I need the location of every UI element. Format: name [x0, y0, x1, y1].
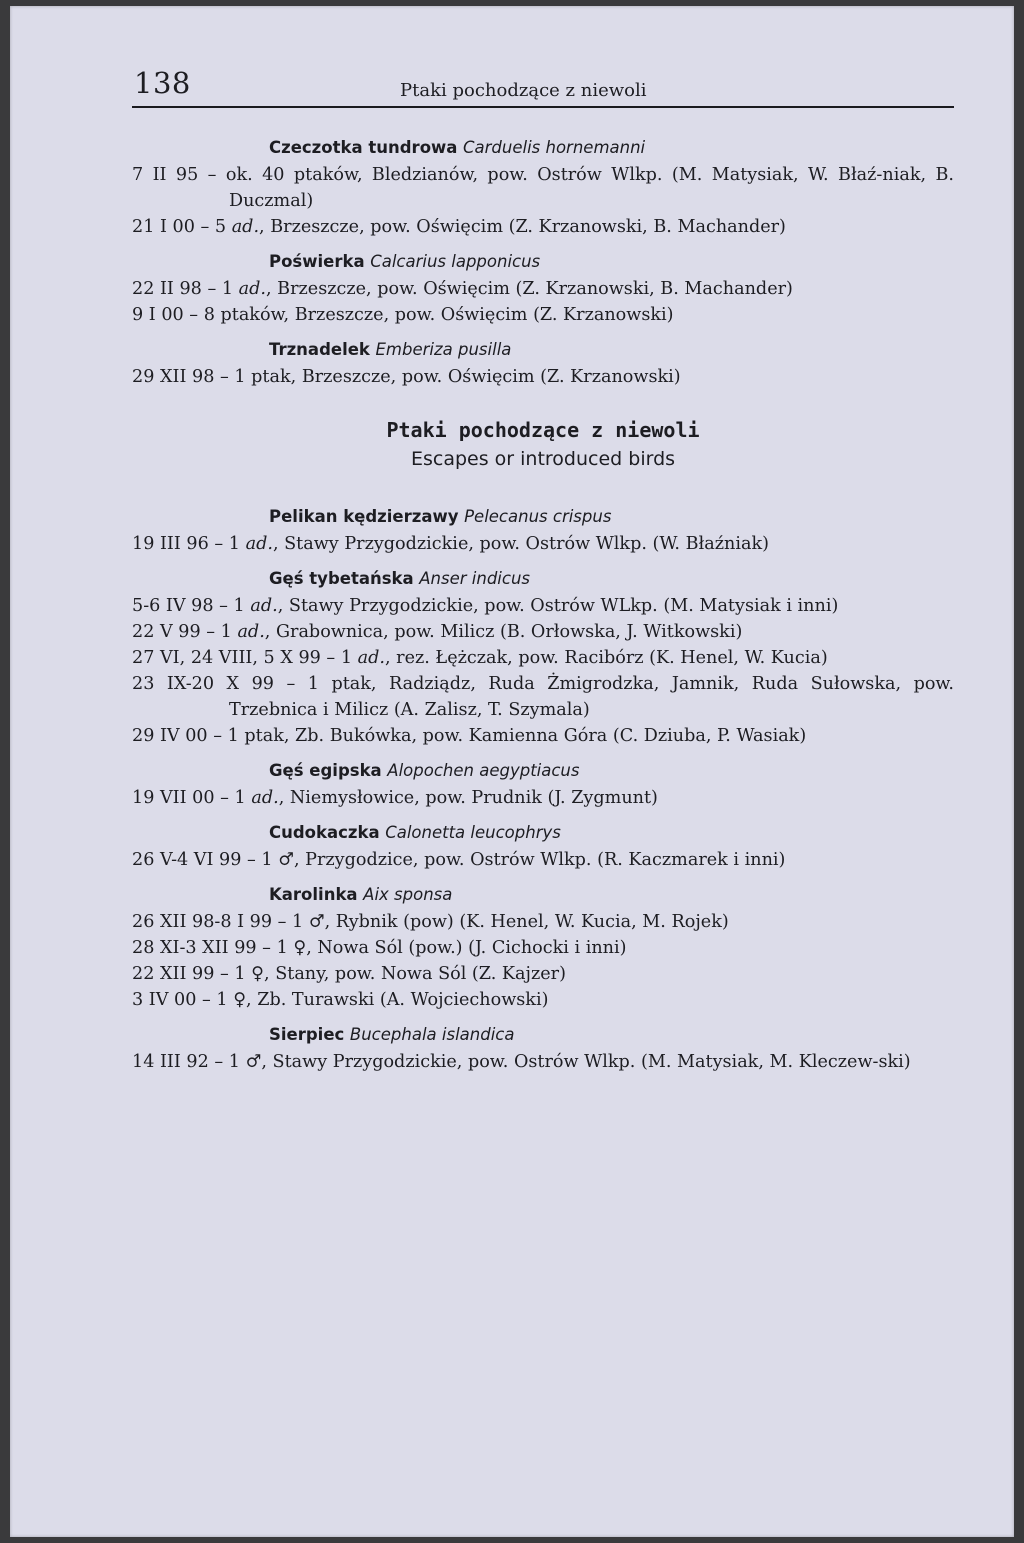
observation-record [132, 785, 954, 811]
species-heading [269, 565, 954, 593]
species-latin-name: Calcarius lapponicus [370, 252, 541, 271]
species-common-name: Karolinka [269, 885, 358, 904]
species-common-name: Gęś egipska [269, 761, 382, 780]
species-heading [269, 336, 954, 364]
species-latin-name: Pelecanus crispus [464, 507, 612, 526]
record-pre: 29 IV 00 – 1 ptak, Zb. Bukówka, pow. Kamienna Góra (C. Dziuba, P. Wasiak) [132, 726, 807, 746]
species-latin-name: Alopochen aegyptiacus [387, 761, 580, 780]
observation-record [132, 214, 954, 240]
species-heading [269, 248, 954, 276]
observation-record [132, 987, 954, 1013]
record-ital: ad. [245, 534, 273, 554]
species-common-name: Trznadelek [269, 340, 370, 359]
record-pre: 23 IX-20 X 99 – 1 ptak, Radziądz, Ruda Żmigrodzka, Jamnik, Ruda Sułowska, pow. Trzebnica i Milicz (A. Zalisz, T. Szymala) [132, 674, 954, 720]
species-latin-name: Aix sponsa [363, 885, 453, 904]
species-heading [269, 757, 954, 785]
species-common-name: Pelikan kędzierzawy [269, 507, 459, 526]
page-header [132, 64, 954, 108]
record-pre: 14 III 92 – 1 ♂, Stawy Przygodzickie, pow. Ostrów Wlkp. (M. Matysiak, M. Kleczew-ski) [132, 1052, 911, 1072]
record-ital: ad. [237, 622, 265, 642]
species-common-name: Sierpiec [269, 1025, 345, 1044]
record-ital: ad. [250, 596, 278, 616]
running-title: Ptaki pochodzące z niewoli [400, 80, 647, 101]
record-pre: 29 XII 98 – 1 ptak, Brzeszcze, pow. Oświęcim (Z. Krzanowski) [132, 367, 681, 387]
observation-record [132, 961, 954, 987]
record-pre: 3 IV 00 – 1 ♀, Zb. Turawski (A. Wojciechowski) [132, 990, 549, 1010]
record-post: , Brzeszcze, pow. Oświęcim (Z. Krzanowski, B. Machander) [266, 279, 793, 299]
record-post: , Grabownica, pow. Milicz (B. Orłowska, J. Witkowski) [264, 622, 743, 642]
record-pre: 19 III 96 – 1 [132, 534, 246, 554]
observation-record [132, 909, 954, 935]
record-pre: 22 XII 99 – 1 ♀, Stany, pow. Nowa Sól (Z. Kajzer) [132, 964, 566, 984]
species-heading [269, 134, 954, 162]
record-pre: 26 XII 98-8 I 99 – 1 ♂, Rybnik (pow) (K. Henel, W. Kucia, M. Rojek) [132, 912, 729, 932]
record-pre: 28 XI-3 XII 99 – 1 ♀, Nowa Sól (pow.) (J. Cichocki i inni) [132, 938, 627, 958]
section-heading [132, 416, 954, 473]
species-latin-name: Bucephala islandica [349, 1025, 515, 1044]
group-spacer [132, 240, 954, 248]
record-post: , Niemysłowice, pow. Prudnik (J. Zygmunt) [278, 788, 658, 808]
observation-record [132, 619, 954, 645]
record-ital: ad. [251, 788, 279, 808]
observation-record [132, 723, 954, 749]
species-latin-name: Anser indicus [419, 569, 530, 588]
species-common-name: Poświerka [269, 252, 365, 271]
record-pre: 9 I 00 – 8 ptaków, Brzeszcze, pow. Oświęcim (Z. Krzanowski) [132, 305, 674, 325]
record-pre: 5-6 IV 98 – 1 [132, 596, 251, 616]
page-number: 138 [134, 66, 191, 100]
observation-record [132, 935, 954, 961]
record-post: , Brzeszcze, pow. Oświęcim (Z. Krzanowski, B. Machander) [259, 217, 786, 237]
group-spacer [132, 557, 954, 565]
section-title-en: Escapes or introduced birds [410, 448, 676, 470]
species-common-name: Cudokaczka [269, 823, 380, 842]
observation-record [132, 645, 954, 671]
observation-record [132, 593, 954, 619]
record-ital: ad. [231, 217, 260, 237]
group-spacer [132, 749, 954, 757]
observation-record [132, 847, 954, 873]
group-spacer [132, 873, 954, 881]
group-spacer [132, 328, 954, 336]
record-pre: 27 VI, 24 VIII, 5 X 99 – 1 [132, 648, 358, 668]
species-list-escapes [132, 503, 954, 1075]
observation-record [132, 276, 954, 302]
species-common-name: Czeczotka tundrowa [269, 138, 458, 157]
observation-record [132, 531, 954, 557]
species-latin-name: Calonetta leucophrys [385, 823, 561, 842]
species-heading [269, 503, 954, 531]
document-page [10, 6, 1014, 1537]
record-post: , Stawy Przygodzickie, pow. Ostrów Wlkp. (W. Błaźniak) [272, 534, 769, 554]
species-heading [269, 819, 954, 847]
observation-record [132, 162, 954, 214]
group-spacer [132, 811, 954, 819]
group-spacer [132, 1013, 954, 1021]
species-common-name: Gęś tybetańska [269, 569, 414, 588]
record-pre: 22 II 98 – 1 [132, 279, 239, 299]
species-heading [269, 1021, 954, 1049]
page-content [132, 134, 954, 1075]
record-ital: ad. [357, 648, 385, 668]
record-pre: 7 II 95 – ok. 40 ptaków, Bledzianów, pow. Ostrów Wlkp. (M. Matysiak, W. Błaź-niak, B. Duczmal) [132, 165, 954, 211]
record-pre: 19 VII 00 – 1 [132, 788, 252, 808]
species-heading [269, 881, 954, 909]
observation-record [132, 1049, 954, 1075]
observation-record [132, 302, 954, 328]
record-pre: 26 V-4 VI 99 – 1 ♂, Przygodzice, pow. Ostrów Wlkp. (R. Kaczmarek i inni) [132, 850, 786, 870]
record-pre: 21 I 00 – 5 [132, 217, 232, 237]
observation-record [132, 671, 954, 723]
record-pre: 22 V 99 – 1 [132, 622, 238, 642]
species-list-wild [132, 134, 954, 390]
record-ital: ad. [238, 279, 266, 299]
record-post: , Stawy Przygodzickie, pow. Ostrów WLkp. (M. Matysiak i inni) [277, 596, 839, 616]
record-post: , rez. Łężczak, pow. Racibórz (K. Henel, W. Kucia) [384, 648, 828, 668]
observation-record [132, 364, 954, 390]
species-latin-name: Emberiza pusilla [375, 340, 512, 359]
section-title-pl: Ptaki pochodzące z niewoli [386, 418, 700, 442]
species-latin-name: Carduelis hornemanni [463, 138, 646, 157]
